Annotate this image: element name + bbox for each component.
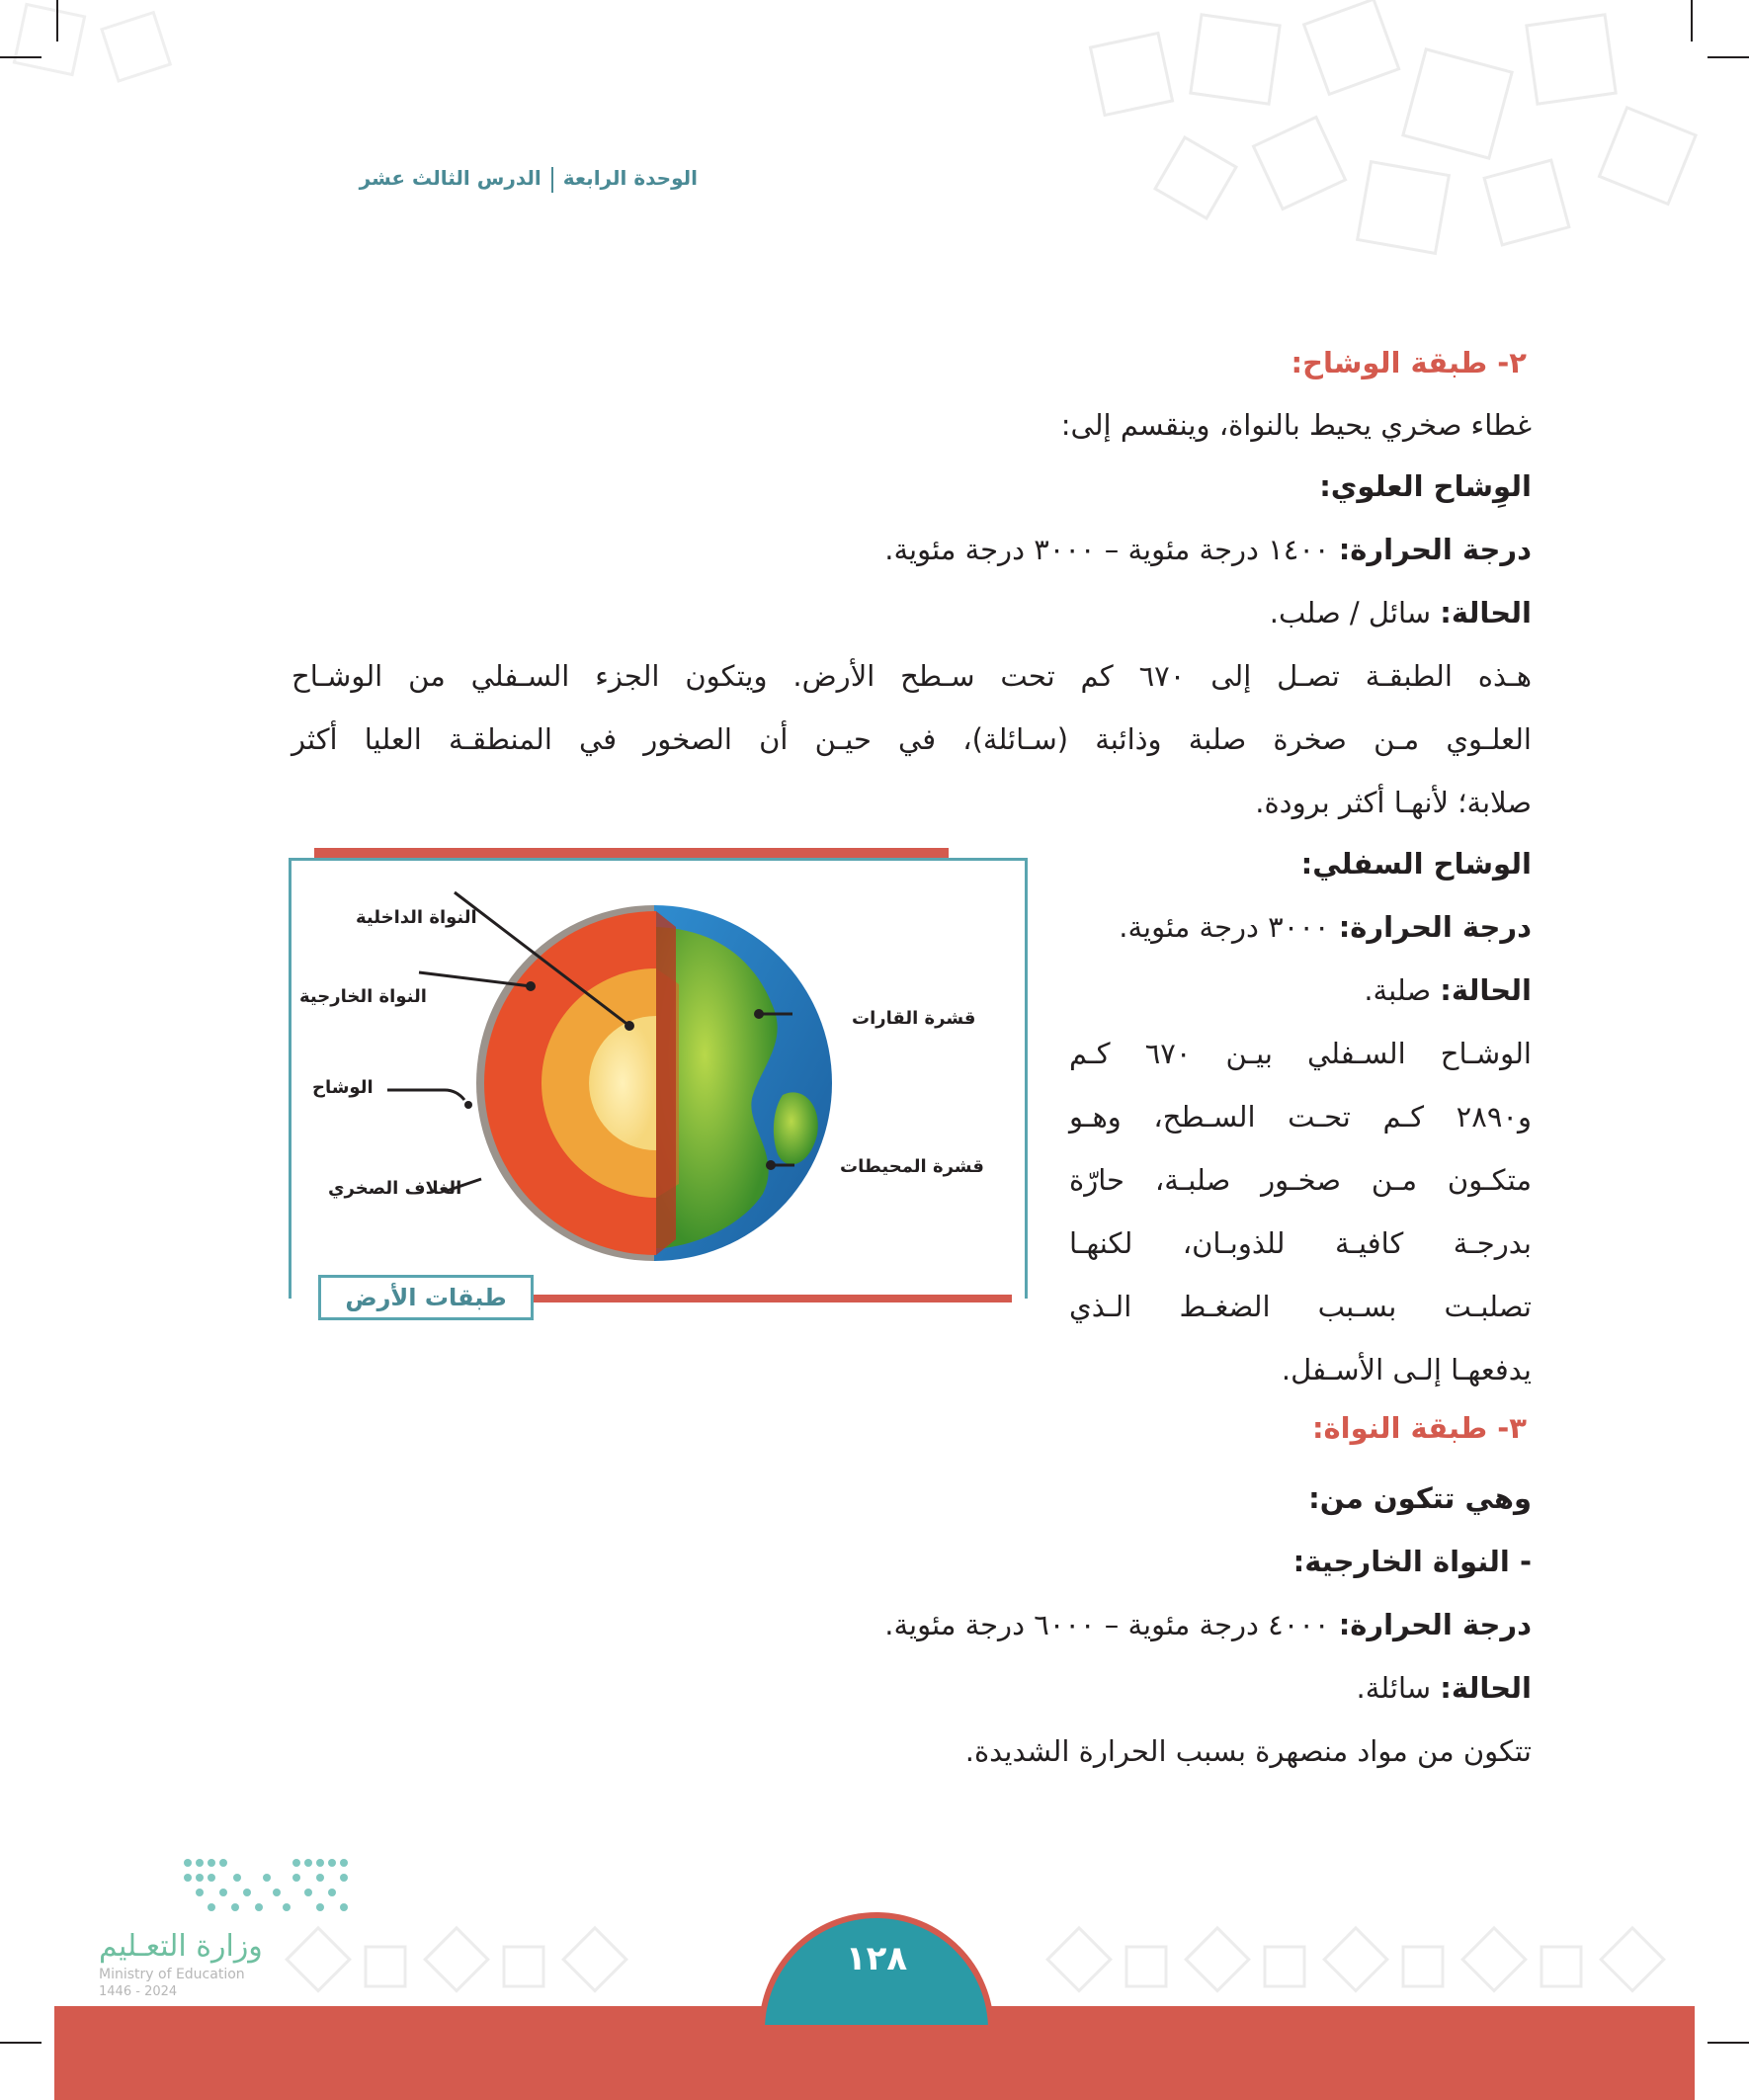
lower-para-line-4: بدرجـة كافيـة للذوبـان، لكنهـا (1069, 1226, 1532, 1260)
upper-para-line-3: صلابة؛ لأنهـا أكثر برودة. (1255, 786, 1532, 819)
upper-state-label: الحالة: (1440, 596, 1532, 630)
bottom-pattern (277, 1897, 1739, 2006)
leader-dot (766, 1160, 776, 1170)
figure-caption: طبقات الأرض (318, 1275, 534, 1320)
outer-core-state (1357, 1668, 1533, 1708)
label-continental-crust: قشرة القارات (852, 1008, 976, 1029)
figure-top-bar (314, 848, 949, 858)
upper-mantle-state (1270, 593, 1532, 632)
section2-intro: غطاء صخري يحيط بالنواة، وينقسم إلى: (1060, 408, 1532, 442)
upper-mantle-temp (884, 530, 1532, 569)
label-mantle: الوشاح (312, 1077, 374, 1098)
lower-para-line-5: تصلبـت بسـبب الضغـط الـذي (1069, 1290, 1532, 1323)
mantle-depth-shade (656, 911, 676, 1255)
upper-temp-value: ١٤٠٠ درجة مئوية – ٣٠٠٠ درجة مئوية. (884, 533, 1330, 566)
core-temp-label: درجة الحرارة: (1338, 1608, 1532, 1641)
lower-state-label: الحالة: (1440, 973, 1532, 1007)
crop-mark (0, 2042, 42, 2044)
lower-para-line-2: و٢٨٩٠ كـم تحـت السـطح، وهـو (1069, 1100, 1532, 1134)
crop-mark (1691, 0, 1693, 42)
label-oceanic-crust: قشرة المحيطات (840, 1156, 984, 1177)
section2-heading: ٢- طبقة الوشاح: (1291, 346, 1527, 379)
label-outer-core: النواة الخارجية (299, 986, 427, 1007)
upper-para-line-1: هـذه الطبقـة تصـل إلى ٦٧٠ كم تحت سـطح الأرض. ويتكون الجزء السـفلي من الوشـاح (292, 659, 1532, 693)
crop-mark (1707, 2042, 1749, 2044)
ministry-logo-dots (178, 1853, 356, 1922)
leader-dot (464, 1101, 472, 1109)
ministry-year: 2024 - 1446 (99, 1984, 178, 1999)
lower-temp-value: ٣٠٠٠ درجة مئوية. (1119, 910, 1330, 944)
lower-mantle-state (1364, 970, 1532, 1010)
upper-temp-label: درجة الحرارة: (1338, 533, 1532, 566)
corner-pattern-top-left (0, 0, 296, 119)
leader-dot (754, 1009, 764, 1019)
label-inner-core: النواة الداخلية (356, 907, 477, 928)
page-number: ١٢٨ (845, 1939, 908, 1978)
crop-mark (0, 56, 42, 58)
running-head-unit: الوحدة الرابعة (562, 166, 698, 190)
crop-mark (56, 0, 58, 42)
outer-core-title: - النواة الخارجية: (1292, 1545, 1532, 1578)
lower-mantle-title: الوشاح السفلي: (1300, 847, 1532, 881)
section3-intro: وهي تتكون من: (1308, 1481, 1532, 1515)
upper-mantle-title: الوِشاح العلوي: (1319, 469, 1532, 503)
crop-mark (1707, 56, 1749, 58)
label-lithosphere: الغلاف الصخري (328, 1178, 462, 1199)
lower-state-value: صلبة. (1364, 973, 1432, 1007)
lower-mantle-temp (1119, 907, 1532, 947)
lower-temp-label: درجة الحرارة: (1338, 910, 1532, 944)
core-temp-value: ٤٠٠٠ درجة مئوية – ٦٠٠٠ درجة مئوية. (884, 1608, 1330, 1641)
corner-pattern-top-right (1018, 0, 1749, 277)
upper-para-line-2: العلـوي مـن صخرة صلبة وذائبة (سـائلة)، في حيـن أن الصخور في المنطقـة العليا أكثر (292, 722, 1532, 756)
leader-mantle (387, 1090, 464, 1100)
outer-core-desc: تتكون من مواد منصهرة بسبب الحرارة الشديدة. (964, 1734, 1532, 1768)
section3-heading: ٣- طبقة النواة: (1311, 1411, 1527, 1445)
running-head-lesson: الدرس الثالث عشر (359, 166, 541, 190)
upper-state-value: سائل / صلب. (1269, 596, 1432, 630)
core-state-value: سائلة. (1356, 1671, 1432, 1705)
lower-para-line-3: متكـون مـن صخـور صلبـة، حارّة (1069, 1163, 1532, 1197)
lower-para-line-1: الوشـاح السـفلي بيـن ٦٧٠ كـم (1069, 1037, 1532, 1070)
leader-dot (526, 981, 536, 991)
leader-dot (625, 1021, 634, 1031)
outer-core-temp (884, 1605, 1532, 1644)
ministry-name-ar: وزارة التعـليم (99, 1929, 263, 1964)
core-state-label: الحالة: (1440, 1671, 1532, 1705)
ministry-name-en: Ministry of Education (99, 1967, 245, 1982)
running-head (277, 166, 698, 193)
lower-para-line-6: يدفعهـا إلـى الأسـفل. (1281, 1353, 1532, 1386)
